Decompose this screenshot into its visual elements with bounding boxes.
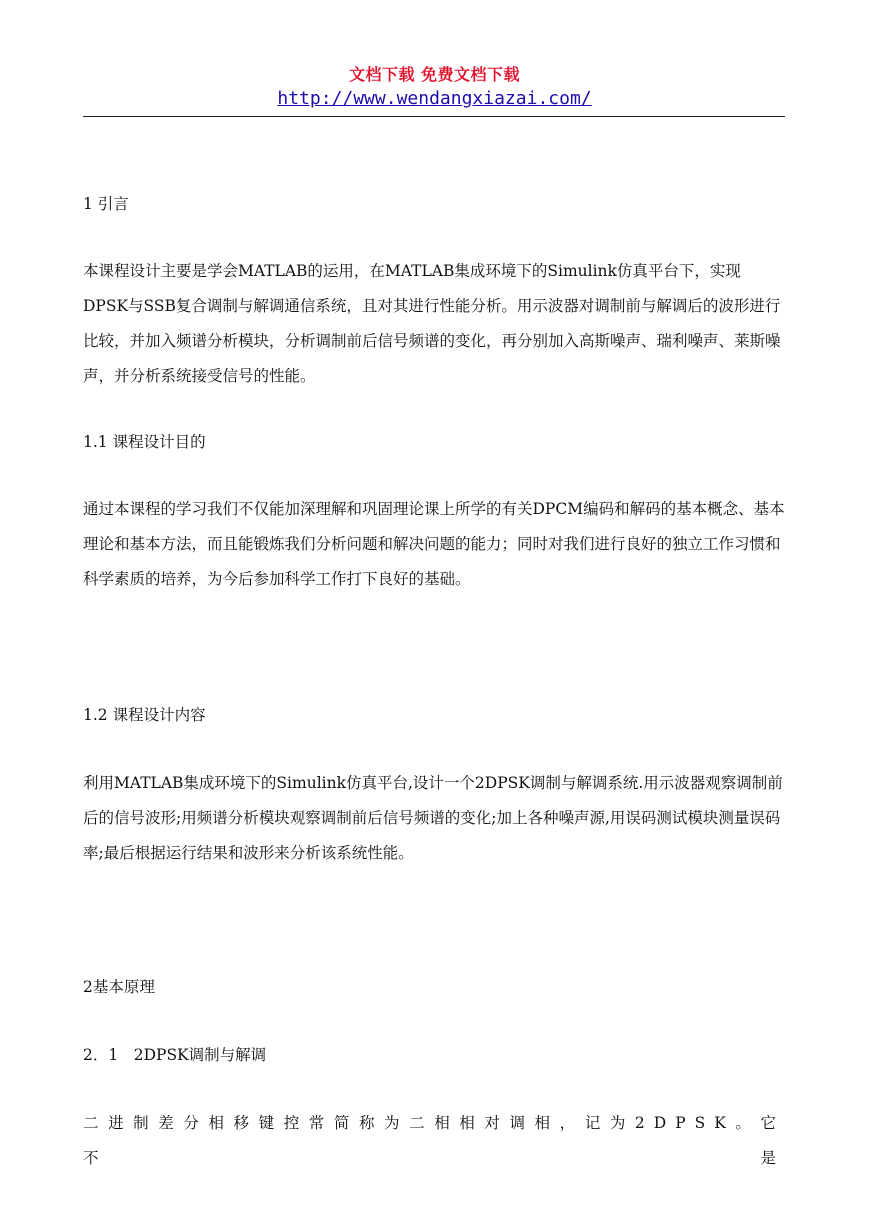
section-1-2-heading: 1.2 课程设计内容 xyxy=(83,706,206,724)
section-1-2-paragraph: 利用MATLAB集成环境下的Simulink仿真平台,设计一个2DPSK调制与解调系统.用示波器观察调制前后的信号波形;用频谱分析模块观察调制前后信号频谱的变化;加上各种噪声源,用误码测试模块测量误码率;最后根据运行结果和波形来分析该系统性能。 xyxy=(83,774,783,862)
section-1-heading: 1 引言 xyxy=(83,195,129,213)
section-1-1-heading: 1.1 课程设计目的 xyxy=(83,433,206,451)
section-1-paragraph: 本课程设计主要是学会MATLAB的运用，在MATLAB集成环境下的Simulink仿真平台下，实现DPSK与SSB复合调制与解调通信系统，且对其进行性能分析。用示波器对调制前与解调后的波形进行比较，并加入频谱分析模块，分析调制前后信号频谱的变化，再分别加入高斯噪声、瑞利噪声、莱斯噪声，并分析系统接受信号的性能。 xyxy=(83,262,781,385)
header-divider xyxy=(83,116,785,117)
section-2-1-paragraph: 二进制差分相移键控常简称为二相相对调相，记为2DPSK。它不是 xyxy=(83,1114,785,1167)
header-link[interactable]: http://www.wendangxiazai.com/ xyxy=(277,88,592,109)
section-2-heading: 2基本原理 xyxy=(83,978,155,996)
section-2-1-heading: 2．1 2DPSK调制与解调 xyxy=(83,1046,267,1064)
section-1-1-paragraph: 通过本课程的学习我们不仅能加深理解和巩固理论课上所学的有关DPCM编码和解码的基本概念、基本理论和基本方法，而且能锻炼我们分析问题和解决问题的能力；同时对我们进行良好的独立工作习惯和科学素质的培养，为今后参加科学工作打下良好的基础。 xyxy=(83,500,785,588)
header-title: 文档下载 免费文档下载 xyxy=(348,65,521,84)
